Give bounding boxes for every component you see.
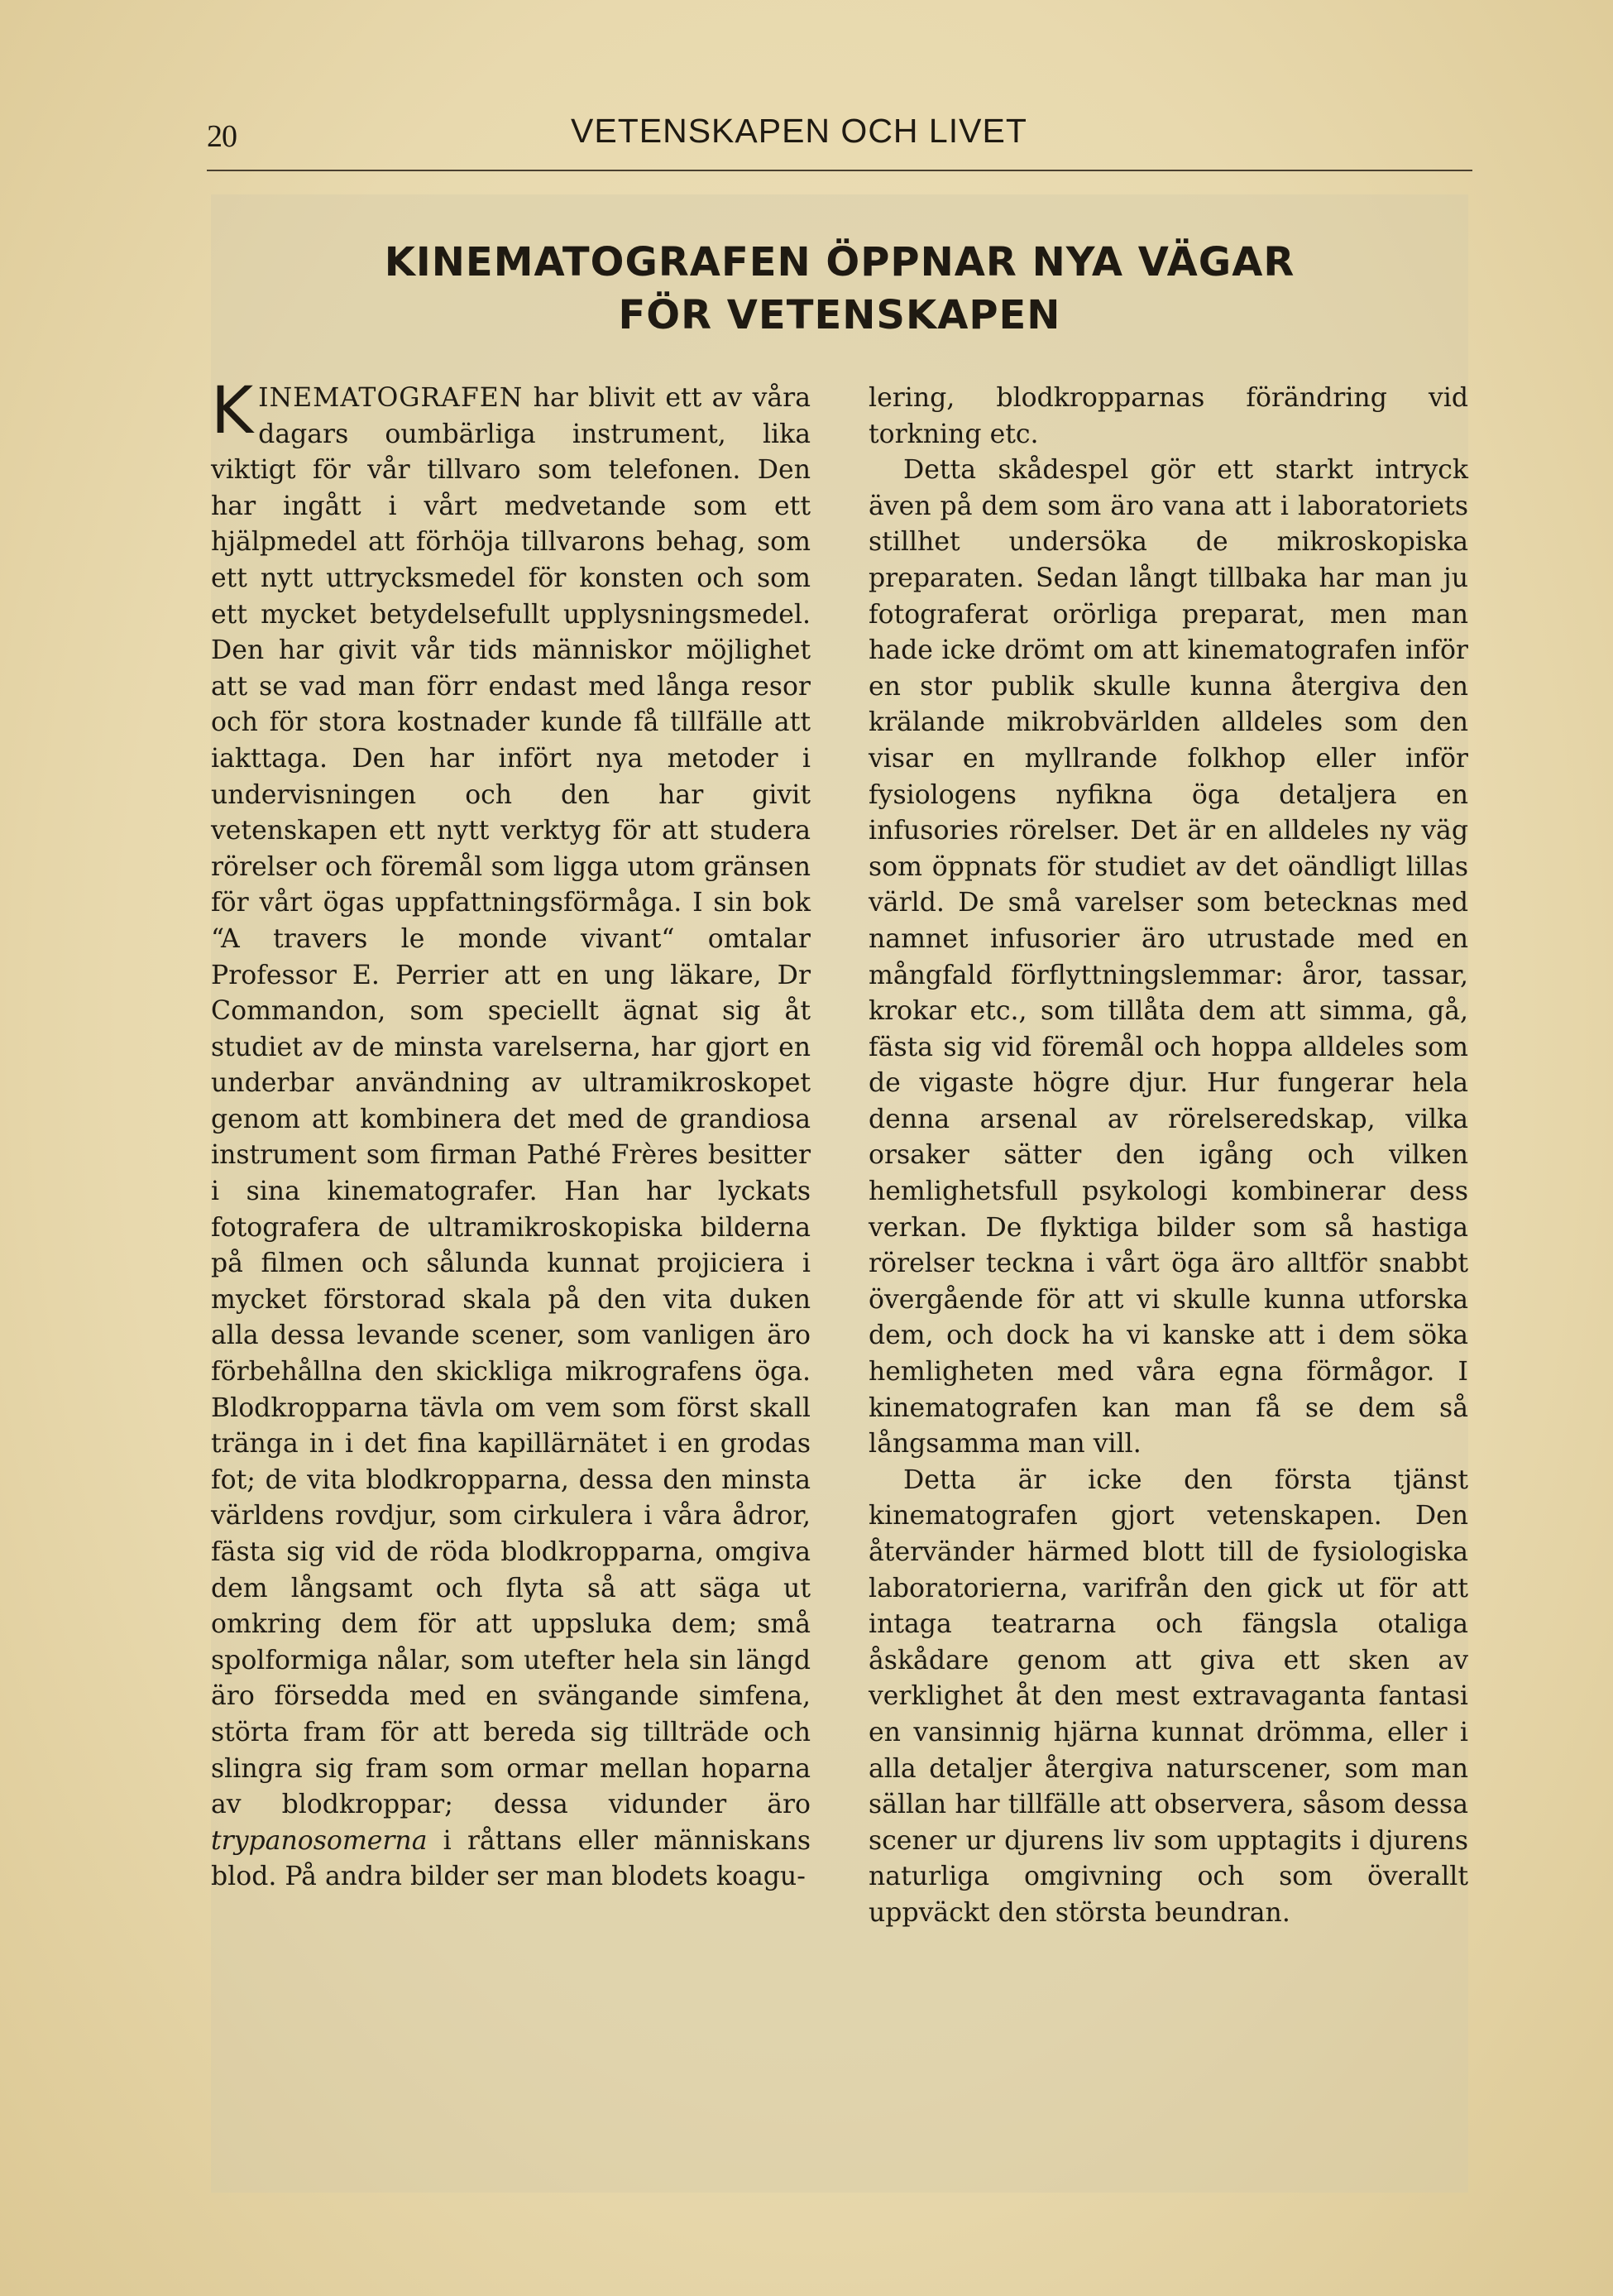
title-line-2: FÖR VETENSKAPEN [618,292,1061,338]
left-p1-italic: trypanosomerna [211,1825,428,1856]
right-column [869,381,1468,1932]
left-p1-text-a: har blivit ett av våra dagars oumbärliga instrument, lika viktigt för vår tillvaro som telefonen. Den har ingått i vårt medvetande som ett hjälpmedel att förhöja tillvarons behag, som ett nytt uttrycksmedel för konsten och som ett mycket betydelsefullt upplysningsmedel. Den har givit vår tids människor möjlighet att se vad man förr endast med långa resor och för stora kostnader kunde få tillfälle att iakttaga. Den har infört nya metoder i undervisningen och den har givit vetenskapen ett nytt verktyg för att studera rörelser och föremål som ligga utom gränsen för vårt ögas uppfattningsförmåga. I sin bok “A travers le monde vivant“ omtalar Professor E. Perrier att en ung läkare, Dr Commandon, som speciellt ägnat sig åt studiet av de minsta varelserna, har gjort en underbar användning av ultramikroskopet genom att kombinera det med de grandiosa instrument som firman Pathé Frères besitter i sina kinematografer. Han har lyckats fotografera de ultramikroskopiska bilderna på filmen och sålunda kunnat projiciera i mycket förstorad skala på den vita duken alla dessa levande scener, som vanligen äro förbehållna den skickliga mikrografens öga. Blodkropparna tävla om vem som först skall tränga in i det fina kapillärnätet i en grodas fot; de vita blodkropparna, dessa den minsta världens rovdjur, som cirkulera i våra ådror, fästa sig vid de röda blodkropparna, omgiva dem långsamt och flyta så att säga ut omkring dem för att uppsluka dem; små spolformiga nålar, som utefter hela sin längd äro försedda med en svängande simfena, störta fram för att bereda sig tillträde och slingra sig fram som ormar mellan hoparna av blodkroppar; dessa vidunder äro [211,383,811,1820]
right-paragraph-3: Detta är icke den första tjänst kinematografen gjort vetenskapen. Den återvänder härmed blott till de fysiologiska laboratorierna, varifrån den gick ut för att intaga teatrarna och fängsla otaliga åskådare genom att giva ett sken av verklighet åt den mest extravaganta fantasi en vansinnig hjärna kunnat drömma, eller i alla detaljer återgiva naturscener, som man sällan har tillfälle att observera, såsom dessa scener ur djurens liv som upptagits i djurens naturliga omgivning och som överallt uppväckt den största beundran. [869,1464,1468,1928]
running-title: VETENSKAPEN OCH LIVET [571,112,1027,150]
page-number: 20 [207,119,237,154]
header-rule [207,170,1472,171]
left-p1-text-b: i råttans eller människans blod. På andra bilder ser man blodets koagu- [211,1825,811,1892]
drop-cap: K [211,374,254,448]
lead-caps: INEMATOGRAFEN [258,383,524,413]
left-paragraph-1 [211,374,811,1896]
page-header [207,112,1472,161]
left-column [211,374,811,1896]
right-paragraph-1: lering, blodkropparnas förändring vid torkning etc. [869,383,1468,449]
article-title [211,236,1468,342]
article [211,194,1468,2193]
title-line-1: KINEMATOGRAFEN ÖPPNAR NYA VÄGAR [384,239,1295,285]
right-paragraph-2: Detta skådespel gör ett starkt intryck även på dem som äro vana att i laboratoriets stillhet undersöka de mikroskopiska preparaten. Sedan långt tillbaka har man ju fotograferat orörliga preparat, men man hade icke drömt om att kinematografen inför en stor publik skulle kunna återgiva den krälande mikrobvärlden alldeles som den visar en myllrande folkhop eller inför fysiologens nyfikna öga detaljera en infusories rörelser. Det är en alldeles ny väg som öppnats för studiet av det oändligt lillas värld. De små varelser som betecknas med namnet infusorier äro utrustade med en mångfald förflyttningslemmar: åror, tassar, krokar etc., som tillåta dem att simma, gå, fästa sig vid föremål och hoppa alldeles som de vigaste högre djur. Hur fungerar hela denna arsenal av rörelseredskap, vilka orsaker sätter den igång och vilken hemlighetsfull psykologi kombinerar dess verkan. De flyktiga bilder som så hastiga rörelser teckna i vårt öga äro alltför snabbt övergående för att vi skulle kunna utforska dem, och dock ha vi kanske att i dem söka hemligheten med våra egna förmågor. I kinematografen kan man få se dem så långsamma man vill. [869,455,1468,1460]
